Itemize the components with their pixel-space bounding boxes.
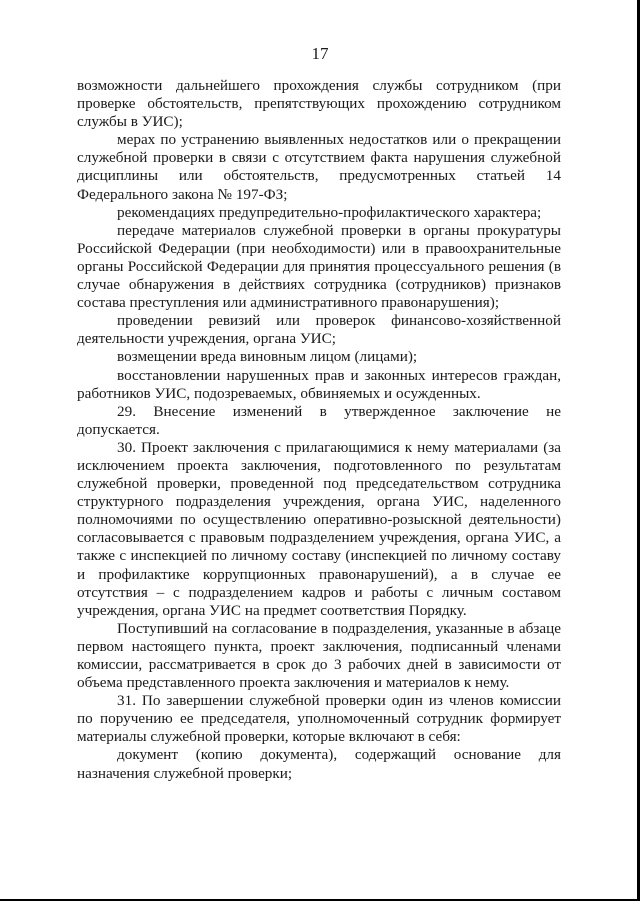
paragraph: возмещении вреда виновным лицом (лицами); [117, 348, 418, 366]
paragraph: восстановлении нарушенных прав и законных интересов граждан, работников УИС, подозреваемых, обвиняемых и осужденных. [77, 366, 561, 402]
paragraph: 30. Проект заключения с прилагающимися к нему материалами (за исключением проекта заключения, подготовленного по результатам служебной проверки, проведенной под председательством сотрудника структурного подразделения учреждения, органа УИС, наделенного полномочиями по осуществлению оперативно-розыскной деятельности) согласовывается с правовым подразделением учреждения, органа УИС, а также с инспекцией по личному составу (инспекцией по личному составу и профилактике коррупционных правонарушений), а в случае ее отсутствия – с подразделением кадров и работы с личным составом учреждения, органа УИС на предмет соответствия Порядку. [77, 438, 561, 619]
paragraph: 31. По завершении служебной проверки один из членов комиссии по поручению ее председателя, уполномоченный сотрудник формирует материалы служебной проверки, которые включают в себя: [77, 692, 561, 746]
paragraph: Поступивший на согласование в подразделения, указанные в абзаце первом настоящего пункта, проект заключения, подписанный членами комиссии, рассматривается в срок до 3 рабочих дней в зависимости от объема представленного проекта заключения и материалов к нему. [77, 619, 561, 692]
page-number: 17 [311, 44, 329, 63]
paragraph: рекомендациях предупредительно-профилактического характера; [117, 203, 542, 221]
paragraph: проведении ревизий или проверок финансово-хозяйственной деятельности учреждения, органа УИС; [77, 312, 561, 348]
paragraph: возможности дальнейшего прохождения службы сотрудником (при проверке обстоятельств, препятствующих прохождению сотрудником службы в УИС); [77, 77, 561, 131]
paragraph: 29. Внесение изменений в утвержденное заключение не допускается. [77, 402, 561, 438]
paragraph: документ (копию документа), содержащий основание для назначения служебной проверки; [77, 746, 561, 782]
paragraph: мерах по устранению выявленных недостатков или о прекращении служебной проверки в связи с отсутствием факта нарушения служебной дисциплины или обстоятельств, предусмотренных статьей 14 Федерального закона № 197-ФЗ; [77, 131, 561, 203]
document-body [77, 77, 561, 783]
paragraph: передаче материалов служебной проверки в органы прокуратуры Российской Федерации (при необходимости) или в правоохранительные органы Российской Федерации для принятия процессуального решения (в случае обнаружения в действиях сотрудника (сотрудников) признаков состава преступления или административного правонарушения); [77, 221, 561, 312]
